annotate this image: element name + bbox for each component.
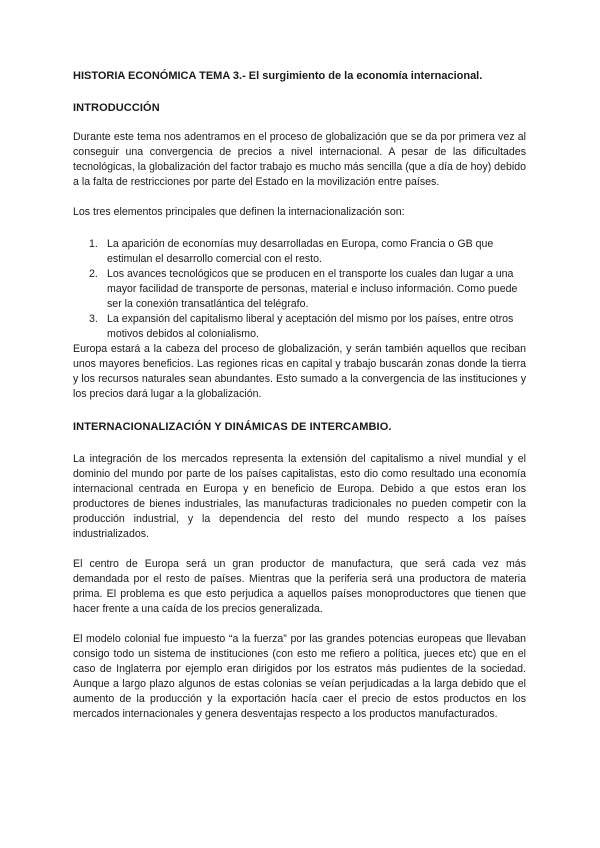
- list-item-number: 1.: [89, 238, 98, 250]
- list-item: [73, 312, 526, 342]
- list-item-text: La aparición de economías muy desarrolladas en Europa, como Francia o GB que estimulan el desarrollo comercial con el resto.: [107, 238, 494, 265]
- document-title: HISTORIA ECONÓMICA TEMA 3.- El surgimiento de la economía internacional.: [73, 70, 483, 82]
- list-item: [73, 267, 526, 312]
- document-page: [73, 69, 526, 737]
- paragraph-intl-3: El modelo colonial fue impuesto “a la fuerza” por las grandes potencias europeas que llevaban consigo todo un sistema de instituciones (con esto me refiero a política, jueces etc) que en el caso de Inglaterra por ejemplo eran dirigidos por los estratos más pudientes de la sociedad. Aunque a largo plazo algunos de estas colonias se veían perjudicadas a la larga debido que el aumento de la producción y la exportación hacía caer el precio de estos productos en los mercados internacionales y genera desventajas respecto a los productos manufacturados.: [73, 633, 526, 720]
- paragraph-intl-1: La integración de los mercados representa la extensión del capitalismo a nivel mundial y el dominio del mundo por parte de los países capitalistas, esto dio como resultado una economía internacional centrada en Europa y en beneficio de Europa. Debido a que estos eran los productores de bienes industriales, las manufacturas tradicionales no pueden competir con la producción industrial, y la dependencia del resto del mundo respecto a los países industrializados.: [73, 453, 526, 540]
- list-item-number: 3.: [89, 313, 98, 325]
- paragraph-intl-2: El centro de Europa será un gran productor de manufactura, que será cada vez más demandada por el resto de países. Mientras que la periferia será una productora de materia prima. El problema es que esto perjudica a aquellos países monoproductores que tienen que hacer frente a una caída de los precios generalizada.: [73, 558, 526, 615]
- paragraph-intro-1: Durante este tema nos adentramos en el proceso de globalización que se da por primera vez al conseguir una convergencia de precios a nivel internacional. A pesar de las dificultades tecnológicas, la globalización del factor trabajo es mucho más sencilla (que a día de hoy) debido a la falta de restricciones por parte del Estado en la movilización entre países.: [73, 131, 526, 188]
- section-heading-introduccion: INTRODUCCIÓN: [73, 102, 160, 114]
- list-item-number: 2.: [89, 268, 98, 280]
- list-item-text: La expansión del capitalismo liberal y aceptación del mismo por los países, entre otros motivos debidos al colonialismo.: [107, 313, 514, 340]
- paragraph-intro-3: Europa estará a la cabeza del proceso de globalización, y serán también aquellos que reciban unos mayores beneficios. Las regiones ricas en capital y trabajo buscarán zonas donde la tierra y los recursos naturales sean abundantes. Esto sumado a la convergencia de las instituciones y los precios dará lugar a la globalización.: [73, 343, 526, 400]
- paragraph-intro-2: Los tres elementos principales que definen la internacionalización son:: [73, 206, 405, 218]
- elements-list: [73, 237, 526, 342]
- list-item-text: Los avances tecnológicos que se producen en el transporte los cuales dan lugar a una mayor facilidad de transporte de personas, material e incluso información. Como puede ser la conexión transatlántica del telégrafo.: [107, 268, 518, 310]
- list-item: [73, 237, 526, 267]
- section-heading-internacionalizacion: INTERNACIONALIZACIÓN Y DINÁMICAS DE INTERCAMBIO.: [73, 421, 392, 433]
